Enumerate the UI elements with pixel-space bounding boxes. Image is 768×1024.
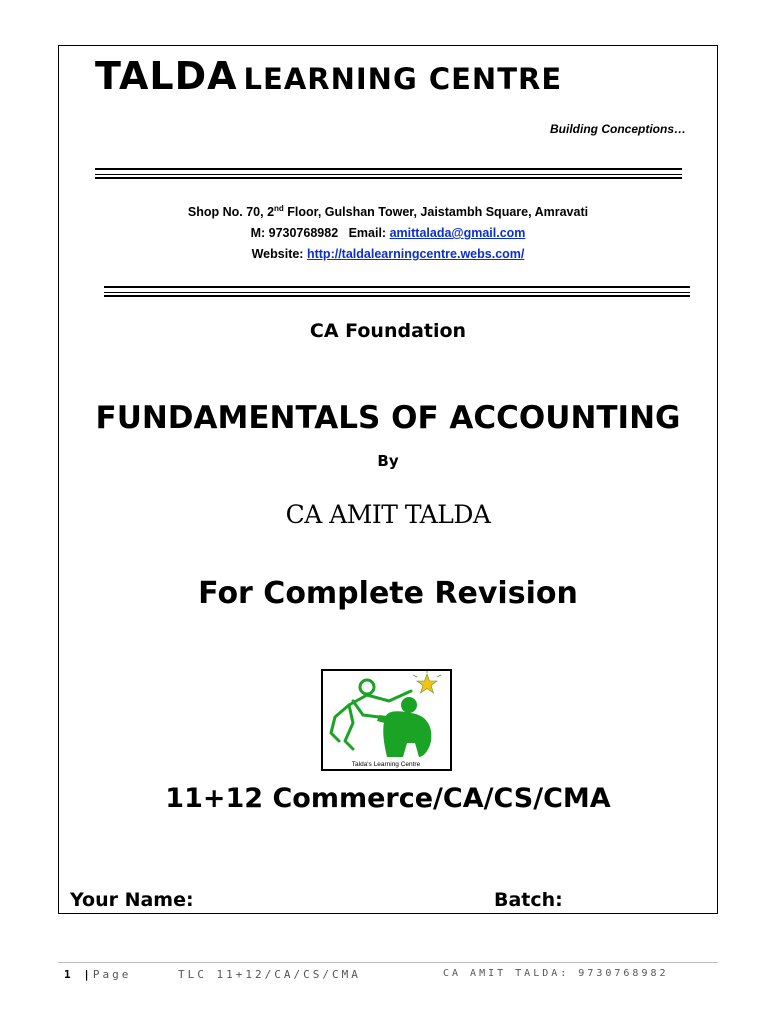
website-link[interactable]: http://taldalearningcentre.webs.com/	[306, 247, 525, 261]
star-icon	[417, 674, 437, 693]
email-link[interactable]: amittalada@gmail.com	[389, 226, 526, 240]
talda-learning-centre-logo	[321, 669, 452, 771]
footer-right-text: CA AMIT TALDA: 9730768982	[443, 968, 669, 979]
logo-graphic	[323, 671, 450, 769]
your-name-label: Your Name:	[70, 889, 194, 911]
page-footer	[58, 962, 718, 981]
by-label: By	[377, 452, 399, 470]
revision-title: For Complete Revision	[198, 576, 578, 611]
page-number: 1 |Page	[64, 968, 132, 981]
footer-center-text: TLC 11+12/CA/CS/CMA	[178, 968, 361, 981]
subject-title: FUNDAMENTALS OF ACCOUNTING	[95, 400, 681, 436]
address-block	[58, 202, 718, 265]
author-name: CA AMIT TALDA	[285, 500, 491, 529]
tagline: Building Conceptions…	[550, 122, 686, 136]
brand-title	[95, 54, 562, 98]
course-title: CA Foundation	[309, 320, 467, 342]
email-label: Email:	[348, 226, 387, 240]
header-rule-bottom	[104, 286, 690, 297]
mobile-number: M: 9730768982	[250, 226, 339, 240]
brand-main: TALDA	[95, 54, 238, 98]
helper-figure-icon	[377, 697, 431, 757]
header-rule-top	[95, 168, 682, 179]
contact-line	[58, 223, 718, 244]
shop-address: Shop No. 70, 2nd Floor, Gulshan Tower, Jaistambh Square, Amravati	[187, 203, 589, 219]
website-label: Website:	[251, 247, 304, 261]
logo-caption: Talda's Learning Centre	[351, 761, 421, 768]
classes-title: 11+12 Commerce/CA/CS/CMA	[165, 783, 611, 814]
brand-rest: LEARNING CENTRE	[243, 62, 563, 96]
batch-label: Batch:	[494, 889, 563, 911]
website-line	[58, 244, 718, 265]
